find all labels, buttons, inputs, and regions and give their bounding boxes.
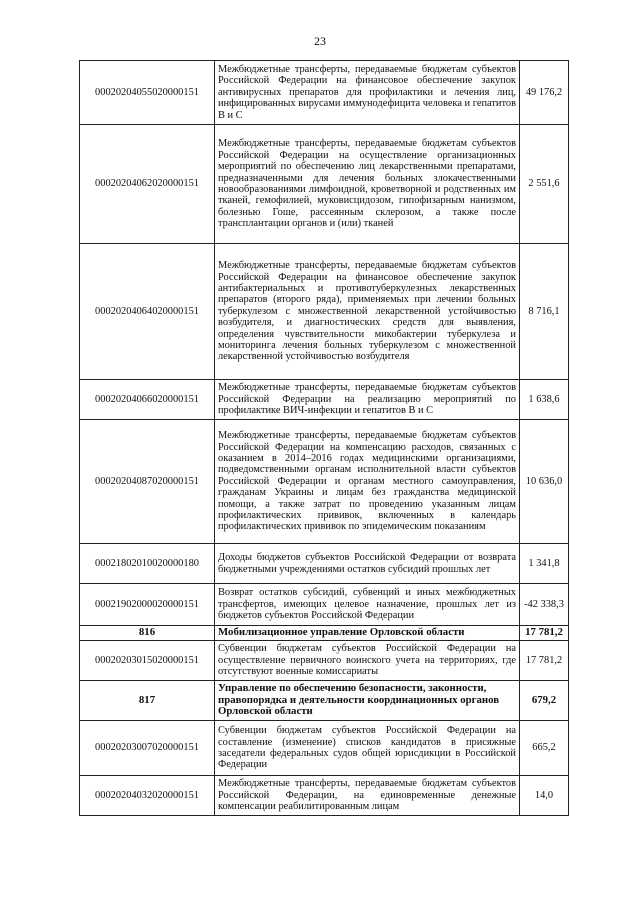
amount-cell: 14,0 xyxy=(520,776,569,816)
description-cell: Возврат остатков субсидий, субвенций и иных межбюджетных трансфертов, имеющих целевое назначение, прошлых лет из бюджетов субъектов Российской Федерации xyxy=(215,584,520,626)
table-row xyxy=(80,721,569,776)
budget-code-cell: 00020203007020000151 xyxy=(80,721,215,776)
description-cell: Субвенции бюджетам субъектов Российской Федерации на осуществление первичного воинского учета на территориях, где отсутствуют военные комиссариаты xyxy=(215,641,520,681)
amount-cell: 1 638,6 xyxy=(520,380,569,420)
table-row xyxy=(80,776,569,816)
table-row xyxy=(80,61,569,125)
description-cell: Субвенции бюджетам субъектов Российской Федерации на составление (изменение) списков кандидатов в присяжные заседатели федеральных судов общей юрисдикции в Российской Федерации xyxy=(215,721,520,776)
budget-code-cell: 00021902000020000151 xyxy=(80,584,215,626)
description-cell: Межбюджетные трансферты, передаваемые бюджетам субъектов Российской Федерации на осуществление организационных мероприятий по обеспечению лиц лекарственными препаратами, предназначенными для лечения больных злокачественными новообразованиями лимфоидной, кроветворной и родственных им тканей, гемофилией, муковисцидозом, гипофизарным нанизмом, болезнью Гоше, рассеянным склерозом, а также после трансплантации органов и (или) тканей xyxy=(215,125,520,244)
amount-cell: 10 636,0 xyxy=(520,420,569,544)
table-row xyxy=(80,544,569,584)
table-row xyxy=(80,380,569,420)
department-row xyxy=(80,681,569,721)
description-cell: Межбюджетные трансферты, передаваемые бюджетам субъектов Российской Федерации на финансовое обеспечение закупок антибактериальных и противотуберкулезных лекарственных препаратов (второго ряда), применяемых при лечении больных туберкулезом с множественной лекарственной устойчивостью возбудителя, и диагностических средств для выявления, определения чувствительности микобактерии туберкулеза и мониторинга лечения больных туберкулезом с множественной лекарственной устойчивостью возбудителя xyxy=(215,244,520,380)
amount-cell: -42 338,3 xyxy=(520,584,569,626)
description-cell: Межбюджетные трансферты, передаваемые бюджетам субъектов Российской Федерации на компенсацию расходов, связанных с оказанием в 2014–2016 годах медицинскими организациями, подведомственными органам исполнительной власти субъектов Российской Федерации и органам местного самоуправления, гражданам Украины и лицам без гражданства медицинской помощи, а также затрат по проведению указанным лицам профилактических прививок, включенных в календарь профилактических прививок по эпидемическим показаниям xyxy=(215,420,520,544)
description-cell: Межбюджетные трансферты, передаваемые бюджетам субъектов Российской Федерации на реализацию мероприятий по профилактике ВИЧ-инфекции и гепатитов В и С xyxy=(215,380,520,420)
budget-code-cell: 00020204062020000151 xyxy=(80,125,215,244)
page-number: 23 xyxy=(314,34,326,48)
table-row xyxy=(80,244,569,380)
table-body xyxy=(80,61,569,816)
amount-cell: 8 716,1 xyxy=(520,244,569,380)
description-cell: Межбюджетные трансферты, передаваемые бюджетам субъектов Российской Федерации на финансовое обеспечение закупок антивирусных препаратов для профилактики и лечения лиц, инфицированных вирусами иммунодефицита человека и гепатитов В и С xyxy=(215,61,520,125)
budget-code-cell: 00020204066020000151 xyxy=(80,380,215,420)
description-cell: Доходы бюджетов субъектов Российской Федерации от возврата бюджетными учреждениями остатков субсидий прошлых лет xyxy=(215,544,520,584)
table-row xyxy=(80,641,569,681)
table-row xyxy=(80,584,569,626)
budget-code-cell: 00020204087020000151 xyxy=(80,420,215,544)
department-total-cell: 17 781,2 xyxy=(520,626,569,641)
table-row xyxy=(80,125,569,244)
amount-cell: 2 551,6 xyxy=(520,125,569,244)
description-cell: Межбюджетные трансферты, передаваемые бюджетам субъектов Российской Федерации, на единовременные денежные компенсации реабилитированным лицам xyxy=(215,776,520,816)
budget-code-cell: 00020204055020000151 xyxy=(80,61,215,125)
department-name-cell: Мобилизационное управление Орловской области xyxy=(215,626,520,641)
department-code-cell: 817 xyxy=(80,681,215,721)
department-row xyxy=(80,626,569,641)
amount-cell: 665,2 xyxy=(520,721,569,776)
budget-revenue-table xyxy=(79,60,569,816)
table-row xyxy=(80,420,569,544)
budget-code-cell: 00020203015020000151 xyxy=(80,641,215,681)
budget-code-cell: 00020204032020000151 xyxy=(80,776,215,816)
amount-cell: 49 176,2 xyxy=(520,61,569,125)
department-total-cell: 679,2 xyxy=(520,681,569,721)
budget-code-cell: 00021802010020000180 xyxy=(80,544,215,584)
department-name-cell: Управление по обеспечению безопасности, законности, правопорядка и деятельности координационных органов Орловской области xyxy=(215,681,520,721)
amount-cell: 17 781,2 xyxy=(520,641,569,681)
budget-code-cell: 00020204064020000151 xyxy=(80,244,215,380)
department-code-cell: 816 xyxy=(80,626,215,641)
amount-cell: 1 341,8 xyxy=(520,544,569,584)
